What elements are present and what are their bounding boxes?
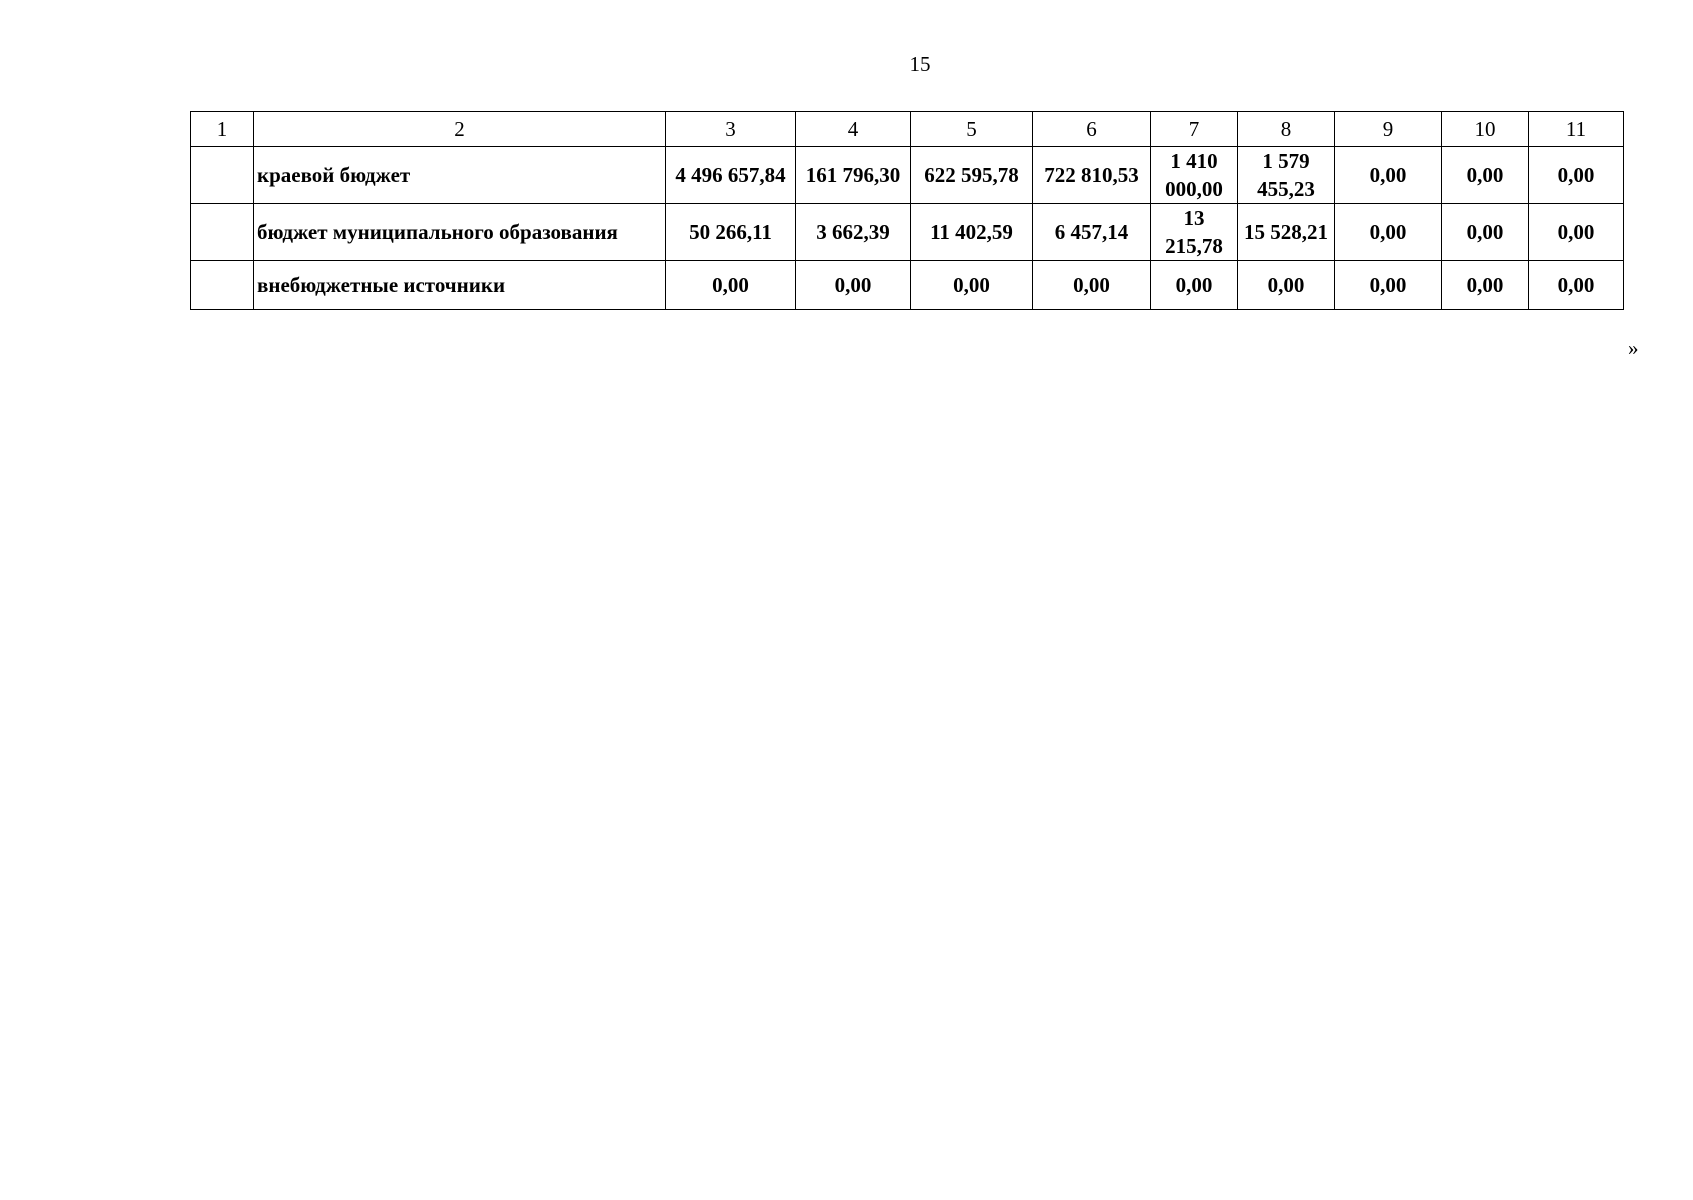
value-cell: 0,00 bbox=[1442, 261, 1529, 310]
header-cell: 5 bbox=[911, 112, 1033, 147]
row-name-cell: бюджет муниципального образования bbox=[254, 204, 666, 261]
row-name-cell: краевой бюджет bbox=[254, 147, 666, 204]
row-number-cell bbox=[191, 261, 254, 310]
value-cell: 161 796,30 bbox=[796, 147, 911, 204]
value-cell: 0,00 bbox=[666, 261, 796, 310]
value-cell: 0,00 bbox=[1442, 204, 1529, 261]
value-cell: 50 266,11 bbox=[666, 204, 796, 261]
table-row bbox=[191, 147, 1624, 204]
value-cell: 0,00 bbox=[1529, 204, 1624, 261]
header-cell: 10 bbox=[1442, 112, 1529, 147]
header-cell: 8 bbox=[1238, 112, 1335, 147]
value-cell: 0,00 bbox=[796, 261, 911, 310]
header-cell: 6 bbox=[1033, 112, 1151, 147]
table-header-row bbox=[191, 112, 1624, 147]
header-cell: 9 bbox=[1335, 112, 1442, 147]
row-number-cell bbox=[191, 147, 254, 204]
table-row bbox=[191, 204, 1624, 261]
header-cell: 1 bbox=[191, 112, 254, 147]
value-cell: 15 528,21 bbox=[1238, 204, 1335, 261]
header-cell: 11 bbox=[1529, 112, 1624, 147]
value-cell: 11 402,59 bbox=[911, 204, 1033, 261]
header-cell: 3 bbox=[666, 112, 796, 147]
header-cell: 7 bbox=[1151, 112, 1238, 147]
value-cell: 0,00 bbox=[911, 261, 1033, 310]
page-number: 15 bbox=[909, 52, 931, 76]
value-cell: 1 410 000,00 bbox=[1151, 147, 1238, 204]
budget-table bbox=[190, 111, 1624, 310]
value-cell: 0,00 bbox=[1442, 147, 1529, 204]
value-cell: 0,00 bbox=[1529, 261, 1624, 310]
value-cell: 0,00 bbox=[1238, 261, 1335, 310]
table-row bbox=[191, 261, 1624, 310]
value-cell: 0,00 bbox=[1151, 261, 1238, 310]
value-cell: 0,00 bbox=[1335, 261, 1442, 310]
value-cell: 622 595,78 bbox=[911, 147, 1033, 204]
value-cell: 3 662,39 bbox=[796, 204, 911, 261]
value-cell: 13 215,78 bbox=[1151, 204, 1238, 261]
value-cell: 722 810,53 bbox=[1033, 147, 1151, 204]
value-cell: 0,00 bbox=[1335, 147, 1442, 204]
value-cell: 1 579 455,23 bbox=[1238, 147, 1335, 204]
value-cell: 0,00 bbox=[1529, 147, 1624, 204]
value-cell: 6 457,14 bbox=[1033, 204, 1151, 261]
row-number-cell bbox=[191, 204, 254, 261]
header-cell: 4 bbox=[796, 112, 911, 147]
closing-quote: » bbox=[1628, 336, 1639, 360]
value-cell: 0,00 bbox=[1033, 261, 1151, 310]
value-cell: 4 496 657,84 bbox=[666, 147, 796, 204]
row-name-cell: внебюджетные источники bbox=[254, 261, 666, 310]
value-cell: 0,00 bbox=[1335, 204, 1442, 261]
header-cell: 2 bbox=[254, 112, 666, 147]
